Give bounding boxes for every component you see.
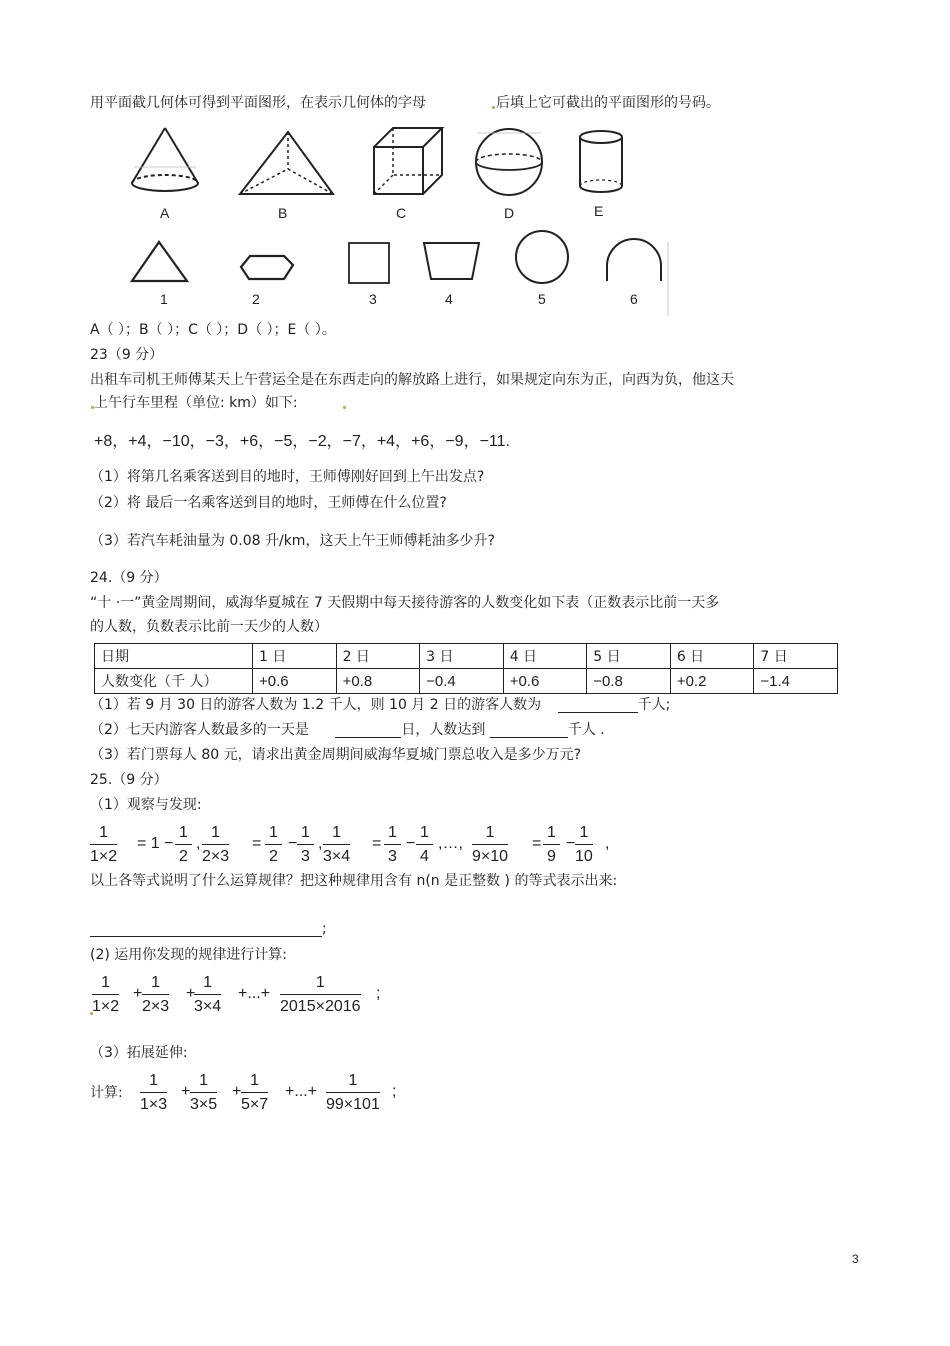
plus-sign: + — [232, 1083, 242, 1100]
table-cell: 6 日 — [670, 644, 754, 669]
numerator: 1 — [194, 974, 221, 995]
equals-sign: = — [372, 835, 382, 852]
fraction — [190, 1072, 217, 1114]
numerator: 1 — [92, 974, 119, 995]
separator: ; — [392, 1083, 397, 1100]
numerator: 1 — [280, 974, 361, 995]
q23-sub-2: （2）将 最后一名乘客送到目的地时，王师傅在什么位置? — [90, 495, 447, 511]
hexagon-shape — [238, 253, 298, 283]
denominator: 3×4 — [323, 848, 351, 865]
calc-label: 计算: — [90, 1085, 123, 1101]
q24-sub-2-unit: 千人 . — [567, 722, 605, 738]
q24-sub-2-text: （2）七天内游客人数最多的一天是 — [90, 722, 309, 738]
pyramid-figure — [236, 129, 336, 199]
solid-label-c: C — [396, 205, 407, 221]
answer-blank[interactable] — [490, 723, 568, 738]
minus-sign: − — [406, 835, 416, 852]
ellipsis: ,…, — [438, 835, 463, 852]
numerator: 1 — [297, 824, 314, 845]
minus-sign: − — [566, 835, 576, 852]
q25-answer-line — [90, 922, 327, 937]
q24-sub-1-unit: 千人; — [637, 697, 671, 713]
fraction — [543, 824, 560, 866]
table-cell: +0.6 — [503, 669, 587, 694]
denominator: 2×3 — [202, 848, 230, 865]
denominator: 5×7 — [241, 1096, 269, 1113]
fraction — [280, 974, 361, 1016]
denominator: 3 — [388, 848, 397, 865]
q25-question: 以上各等式说明了什么运算规律？把这种规律用含有 n(n 是正整数 ) 的等式表示出来: — [90, 873, 618, 889]
answer-blank[interactable] — [90, 922, 322, 937]
square-shape — [346, 240, 394, 286]
numerator: 1 — [190, 1072, 217, 1093]
table-cell: +0.6 — [253, 669, 337, 694]
q24-text-2: 的人数，负数表示比前一天少的人数） — [90, 619, 328, 635]
q25-heading: 25.（9 分） — [90, 772, 168, 788]
fraction — [575, 824, 593, 866]
shape-label-3: 3 — [369, 291, 377, 307]
q24-sub-2-mid: 日，人数达到 — [401, 722, 486, 738]
table-cell: 5 日 — [587, 644, 671, 669]
q24-heading: 24.（9 分） — [90, 570, 168, 586]
fraction — [175, 824, 192, 866]
q25-sub-1: （1）观察与发现: — [90, 797, 202, 813]
answer-end: ; — [322, 921, 327, 937]
numerator: 1 — [575, 824, 593, 845]
numerator: 1 — [323, 824, 350, 845]
circle-shape — [512, 228, 572, 286]
q25-sub-2: (2) 运用你发现的规律进行计算: — [90, 947, 287, 963]
q22-intro — [90, 96, 426, 110]
trapezoid-shape — [420, 240, 484, 284]
table-cell: −0.4 — [420, 669, 504, 694]
equals-sign: = — [252, 835, 262, 852]
numerator: 1 — [142, 974, 169, 995]
fraction — [416, 824, 433, 866]
table-cell: 4 日 — [503, 644, 587, 669]
table-row — [95, 644, 838, 669]
denominator: 3 — [301, 848, 310, 865]
table-cell: 3 日 — [420, 644, 504, 669]
q25-sub-3: （3）拓展延伸: — [90, 1045, 188, 1061]
denominator: 3×4 — [194, 998, 222, 1015]
numerator: 1 — [543, 824, 560, 845]
q22-intro-text: 用平面截几何体可得到平面图形，在表示几何体的字母 — [90, 95, 426, 111]
q23-data-line: +8，+4，−10，−3，+6，−5，−2，−7，+4，+6，−9，−11. — [94, 433, 510, 450]
fraction — [140, 1072, 167, 1114]
table-cell: +0.2 — [670, 669, 754, 694]
q24-sub-1-text: （1）若 9 月 30 日的游客人数为 1.2 千人，则 10 月 2 日的游客人数为 — [90, 697, 542, 713]
triangle-shape — [128, 238, 192, 286]
q23-heading: 23（9 分） — [90, 347, 164, 363]
table-cell: −1.4 — [754, 669, 838, 694]
fraction — [265, 824, 282, 866]
denominator: 4 — [420, 848, 429, 865]
plus-sign: + — [133, 985, 143, 1002]
numerator: 1 — [175, 824, 192, 845]
solid-label-b: B — [278, 205, 288, 221]
q24-sub-1 — [90, 698, 670, 713]
q23-sub-3: （3）若汽车耗油量为 0.08 升/km，这天上午王师傅耗油多少升? — [90, 533, 495, 549]
separator: , — [196, 835, 201, 852]
plus-sign: + — [186, 985, 196, 1002]
numerator: 1 — [472, 824, 508, 845]
fraction — [384, 824, 401, 866]
denominator: 2 — [269, 848, 278, 865]
q24-text-1: “十 ·一”黄金周期间，威海华夏城在 7 天假期中每天接待游客的人数变化如下表（正数表示比前一天多 — [90, 595, 720, 611]
page-number: 3 — [852, 1252, 859, 1266]
sphere-figure — [473, 125, 545, 197]
denominator: 2015×2016 — [280, 998, 361, 1015]
fraction — [142, 974, 169, 1016]
shape-label-2: 2 — [252, 291, 260, 307]
numerator: 1 — [90, 824, 117, 845]
scan-mark — [343, 406, 346, 409]
table-cell: 1 日 — [253, 644, 337, 669]
denominator: 99×101 — [326, 1096, 380, 1113]
numerator: 1 — [202, 824, 229, 845]
table-header-change: 人数变化（千 人） — [95, 669, 253, 694]
solid-label-d: D — [504, 205, 515, 221]
separator: , — [318, 835, 323, 852]
q22-answer-line: A（ ）；B（ ）；C（ ）；D（ ）；E（ ）。 — [90, 322, 336, 338]
fraction — [90, 824, 117, 866]
fraction — [297, 824, 314, 866]
fraction — [472, 824, 508, 866]
scan-mark — [492, 106, 495, 109]
table-cell: +0.8 — [336, 669, 420, 694]
fraction — [92, 974, 119, 1016]
denominator: 2 — [179, 848, 188, 865]
numerator: 1 — [140, 1072, 167, 1093]
minus-sign: − — [288, 835, 298, 852]
denominator: 1×3 — [140, 1096, 168, 1113]
solid-label-a: A — [160, 205, 170, 221]
plus-sign: + — [181, 1083, 191, 1100]
shape-label-4: 4 — [445, 291, 453, 307]
answer-blank[interactable] — [335, 723, 401, 738]
cone-figure — [128, 125, 202, 195]
denominator: 2×3 — [142, 998, 170, 1015]
visitor-change-table — [94, 643, 838, 694]
table-cell: 2 日 — [336, 644, 420, 669]
q24-sub-3: （3）若门票每人 80 元，请求出黄金周期间威海华夏城门票总收入是多少万元? — [90, 747, 582, 763]
equals-sign: = — [532, 835, 542, 852]
numerator: 1 — [384, 824, 401, 845]
shape-label-6: 6 — [630, 291, 638, 307]
fraction — [202, 824, 229, 866]
numerator: 1 — [326, 1072, 380, 1093]
table-header-date: 日期 — [95, 644, 253, 669]
q23-text-1: 出租车司机王师傅某天上午营运全是在东西走向的解放路上进行，如果规定向东为正，向西为负，他这天 — [90, 372, 734, 388]
numerator: 1 — [265, 824, 282, 845]
fraction — [326, 1072, 380, 1114]
ellipsis: +...+ — [285, 1083, 318, 1100]
numerator: 1 — [416, 824, 433, 845]
fraction — [241, 1072, 268, 1114]
numerator: 1 — [241, 1072, 268, 1093]
answer-blank[interactable] — [558, 698, 638, 713]
fraction — [323, 824, 350, 866]
denominator: 1×2 — [92, 998, 120, 1015]
shape-label-5: 5 — [538, 291, 546, 307]
table-row — [95, 669, 838, 694]
denominator: 9×10 — [472, 848, 509, 865]
shape-label-1: 1 — [160, 291, 168, 307]
cube-figure — [371, 125, 445, 197]
table-cell: −0.8 — [587, 669, 671, 694]
q24-sub-2 — [90, 723, 605, 738]
separator: , — [605, 835, 610, 852]
denominator: 3×5 — [190, 1096, 218, 1113]
separator: ; — [376, 985, 381, 1002]
denominator: 1×2 — [90, 848, 118, 865]
ellipsis: +...+ — [238, 985, 271, 1002]
q22-intro-tail: 后填上它可截出的平面图形的号码。 — [496, 95, 720, 111]
q23-sub-1: （1）将第几名乘客送到目的地时，王师傅刚好回到上午出发点? — [90, 469, 485, 485]
denominator: 9 — [547, 848, 556, 865]
solid-label-e: E — [594, 203, 604, 219]
cylinder-figure — [575, 128, 627, 196]
table-cell: 7 日 — [754, 644, 838, 669]
q23-text-2: 上午行车里程（单位: km）如下: — [94, 395, 298, 411]
denominator: 10 — [575, 848, 593, 865]
fraction — [194, 974, 221, 1016]
equals-sign: = 1 − — [137, 835, 174, 852]
